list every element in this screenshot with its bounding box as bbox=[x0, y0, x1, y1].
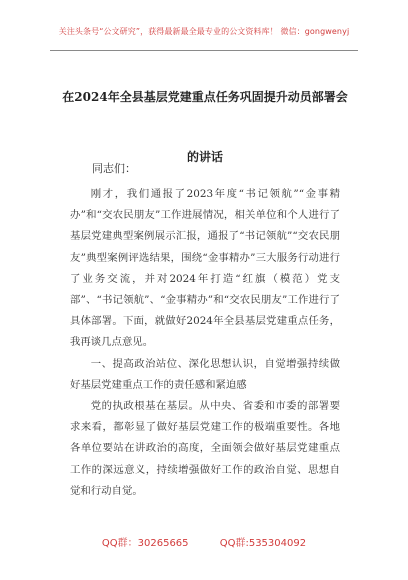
page-header: 关注头条号“公文研究”，获得最新最全最专业的公文资料库！ 微信：gongwenyj bbox=[58, 27, 350, 36]
salutation: 同志们： bbox=[92, 162, 136, 175]
paragraph: 党的执政根基在基层。从中央、省委和市委的部署要求来看，都彰显了做好基层党建工作的极端重要性。各地各单位要站在讲政治的高度，全面领会做好基层党建重点工作的深远意义，持续增强做好工作的政治自觉、思想自觉和行动自觉。 bbox=[70, 400, 340, 497]
page-footer bbox=[0, 534, 408, 549]
document-title: 在2024年全县基层党建重点任务巩固提升动员部署会的讲话 bbox=[62, 90, 348, 164]
header-divider bbox=[50, 50, 358, 51]
footer-qq-group-2: QQ群:535304092 bbox=[219, 538, 307, 549]
document-body bbox=[70, 184, 340, 502]
paragraph: 刚才，我们通报了2023年度“书记领航”“金事精办”和“交农民朋友”工作进展情况，相关单位和个人进行了基层党建典型案例展示汇报，通报了“书记领航”“交农民朋友”典型案例评选结果，围绕“金事精办”三大服务行动进行了业务交流，并对2024年打造“红旗（模范）党支部”、“书记领航”、“金事精办”和“交农民朋友”工作进行了具体部署。下面，就做好2024年全县基层党建重点任务，我再谈几点意见。 bbox=[70, 188, 340, 349]
footer-qq-group-1: QQ群：30265665 bbox=[101, 538, 189, 549]
section-heading: 一、提高政治站位、深化思想认识，自觉增强持续做好基层党建重点工作的责任感和紧迫感 bbox=[70, 357, 340, 391]
